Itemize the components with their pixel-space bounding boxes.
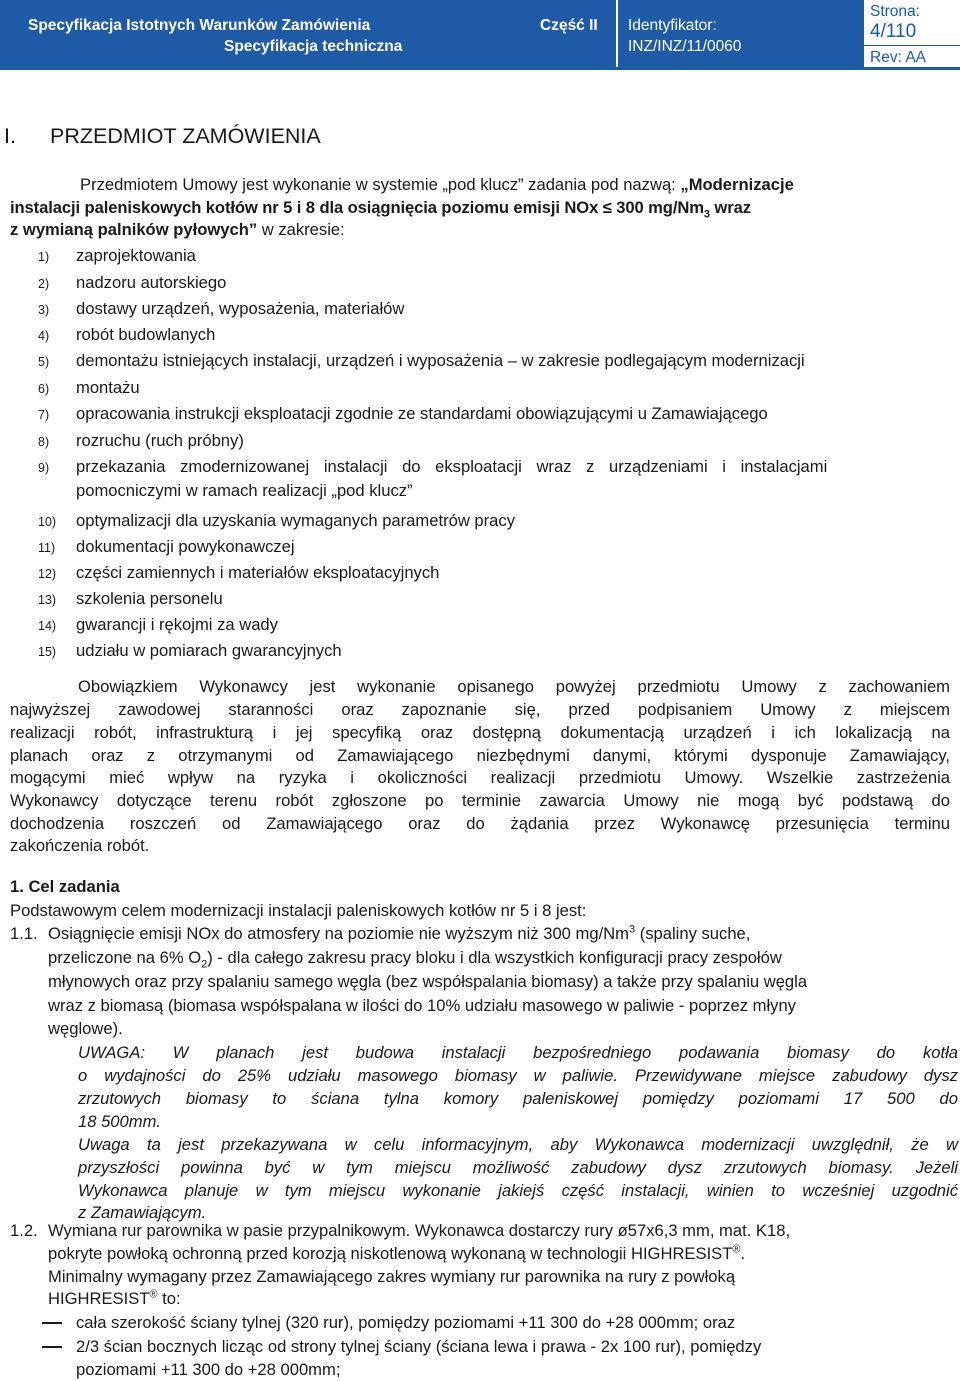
item-1-1-line-5: węglowe).	[48, 1019, 123, 1038]
bullet-continuation: poziomami +11 300 do +28 000mm;	[76, 1360, 341, 1379]
page-label: Strona:	[870, 3, 920, 20]
nm3-subscript: 3	[703, 208, 710, 221]
note-uwaga-line: UWAGA: W planach jest budowa instalacji bezpośredniego podawania biomasy do kotła	[78, 1043, 958, 1062]
obligation-line: Obowiązkiem Wykonawcy jest wykonanie opisanego powyżej przedmiotu Umowy z zachowaniem	[78, 677, 950, 696]
item-1-2-line-3: Minimalny wymagany przez Zamawiającego zakres wymiany rur parownika na rury z powłoką	[48, 1267, 736, 1286]
doc-part: Część II	[540, 17, 598, 34]
task-name-wraz: wraz	[709, 198, 751, 217]
scope-item	[38, 454, 958, 481]
section-number: I.	[4, 124, 16, 148]
scope-item-number: 6)	[38, 382, 50, 396]
scope-item-number: 14)	[38, 619, 57, 633]
scope-item-number: 3)	[38, 303, 50, 317]
revision: Rev: AA	[870, 49, 926, 66]
task-name-end: z wymianą palników pyłowych”	[10, 220, 258, 239]
scope-item-text: dokumentacji powykonawczej	[76, 537, 295, 556]
obligation-line: zakończenia robót.	[10, 836, 150, 855]
scope-item-text: robót budowlanych	[76, 325, 216, 344]
item-1-1-text-d: ) - dla całego zakresu pracy bloku i dla wszystkich konfiguracji pracy zespołów	[207, 948, 782, 967]
note-information-line: Uwaga ta jest przekazywana w celu informacyjnym, aby Wykonawca modernizacji uwzględnił, że w	[78, 1135, 958, 1154]
doc-subtitle: Specyfikacja techniczna	[224, 38, 403, 55]
goal-heading: 1. Cel zadania	[10, 877, 120, 896]
o2-subscript: 2	[201, 958, 208, 971]
item-1-1-line-4: wraz z biomasą (biomasa współspalana w ilości do 10% udziału masowego w paliwie - poprzez młyny	[48, 996, 796, 1015]
note-uwaga-line: o wydajności do 25% udziału masowego biomasy w paliwie. Przewidywane miejsce zabudowy dysz	[78, 1066, 958, 1085]
scope-item-text: optymalizacji dla uzyskania wymaganych parametrów pracy	[76, 511, 515, 530]
scope-item-text: zaprojektowania	[76, 246, 196, 265]
scope-item-text: montażu	[76, 378, 140, 397]
note-uwaga-line: zrzutowych biomasy to ściana tylna komory paleniskowej pomiędzy poziomami 17 500 do	[78, 1089, 958, 1108]
section-title: PRZEDMIOT ZAMÓWIENIA	[50, 124, 321, 148]
scope-item-number: 12)	[38, 567, 57, 581]
scope-item	[38, 586, 958, 613]
obligation-line: mogącymi mieć wpływ na ryzyka i okoliczności realizacji przedmiotu Umowy. Wszelkie zastrzeżenia	[10, 768, 950, 787]
scope-item-number: 15)	[38, 645, 57, 659]
obligation-line: Wykonawcy dotyczące terenu robót zgłoszone po terminie zawarcia Umowy nie mogą być podstawą do	[10, 791, 950, 810]
intro-text: Przedmiotem Umowy jest wykonanie w systemie „pod klucz” zadania pod nazwą:	[80, 175, 681, 194]
bullet-dash	[42, 1322, 62, 1324]
doc-title: Specyfikacja Istotnych Warunków Zamówienia	[28, 17, 371, 34]
header-divider	[616, 0, 618, 67]
intro-line-3	[10, 217, 345, 243]
scope-item	[38, 270, 958, 297]
scope-item	[38, 322, 958, 349]
item-1-2-text-b: .	[740, 1244, 746, 1263]
scope-item-number: 1)	[38, 250, 50, 264]
note-uwaga-line: 18 500mm.	[78, 1112, 162, 1131]
scope-item-text: demontażu istniejących instalacji, urządzeń i wyposażenia – w zakresie podlegającym modernizacji	[76, 351, 805, 370]
scope-item	[38, 348, 958, 375]
page-info-box	[862, 0, 960, 70]
identifier-label: Identyfikator:	[628, 17, 717, 34]
bullet-dash	[42, 1346, 62, 1348]
scope-item-text: dostawy urządzeń, wyposażenia, materiałów	[76, 299, 405, 318]
item-1-1-line-2	[48, 945, 782, 971]
scope-item-number: 11)	[38, 541, 56, 555]
scope-item-number: 10)	[38, 515, 57, 529]
scope-item	[38, 560, 958, 587]
identifier-value: INZ/INZ/11/0060	[628, 38, 742, 55]
scope-item-text: udziału w pomiarach gwarancyjnych	[76, 641, 342, 660]
item-1-1-line-1	[48, 921, 750, 947]
obligation-line: realizacji robót, infrastrukturą i jej specyfiką oraz dostępną dokumentacją urządzeń i ich lokalizacją na	[10, 723, 950, 742]
item-1-2-number: 1.2.	[10, 1221, 38, 1240]
scope-item-text: przekazania zmodernizowanej instalacji do eksploatacji wraz z urządzeniami i instalacjami	[76, 457, 828, 476]
scope-item-number: 13)	[38, 593, 57, 607]
scope-item-number: 4)	[38, 329, 50, 343]
nm3-superscript: 3	[628, 923, 636, 936]
item-1-1-text-c: przeliczone na 6% O	[48, 948, 202, 967]
task-name-mid: instalacji paleniskowych kotłów nr 5 i 8 dla osiągnięcia poziomu emisji NOx ≤ 300 mg/Nm	[10, 198, 704, 217]
registered-mark: ®	[732, 1243, 741, 1256]
bullet-text: 2/3 ścian bocznych licząc od strony tylnej ściany (ściana lewa i prawa - 2x 100 rur), pomiędzy	[76, 1337, 762, 1356]
scope-item	[38, 243, 958, 270]
scope-item	[38, 508, 958, 535]
obligation-line: najwyższej zawodowej staranności oraz zapoznanie się, przed podpisaniem Umowy z miejscem	[10, 700, 950, 719]
item-1-1-text-a: Osiągnięcie emisji NOx do atmosfery na poziomie nie wyższym niż 300 mg/Nm	[48, 924, 629, 943]
scope-item-number: 2)	[38, 277, 50, 291]
scope-item	[38, 534, 958, 561]
scope-item-number: 8)	[38, 435, 50, 449]
page-header	[0, 0, 960, 72]
item-1-2-text-c: HIGHRESIST	[48, 1289, 150, 1308]
item-1-1-line-3: młynowych oraz przy spalaniu samego węgla (bez współspalania biomasy) a także przy spalaniu węgla	[48, 972, 808, 991]
scope-item-text: opracowania instrukcji eksploatacji zgodnie ze standardami obowiązującymi u Zamawiającego	[76, 404, 768, 423]
scope-item-text: szkolenia personelu	[76, 589, 223, 608]
scope-item-text: gwarancji i rękojmi za wady	[76, 615, 278, 634]
item-1-2-text-d: to:	[157, 1289, 181, 1308]
page-box-separator	[864, 45, 960, 46]
intro-scope-lead: w zakresie:	[257, 220, 345, 239]
goal-lead: Podstawowym celem modernizacji instalacji paleniskowych kotłów nr 5 i 8 jest:	[10, 901, 587, 920]
item-1-2-text-a: pokryte powłoką ochronną przed korozją niskotlenową wykonaną w technologii HIGHRESIST	[48, 1244, 733, 1263]
note-information-line: Wykonawca planuje w tym miejscu wykonanie jakiejś część instalacji, winien to wcześniej uzgodnić	[78, 1181, 958, 1200]
bullet-text: cała szerokość ściany tylnej (320 rur), pomiędzy poziomami +11 300 do +28 000mm; oraz	[76, 1313, 736, 1332]
scope-item-number: 5)	[38, 355, 50, 369]
item-1-1-text-b: (spaliny suche,	[635, 924, 751, 943]
scope-item	[38, 428, 958, 455]
item-1-1-number: 1.1.	[10, 924, 38, 943]
item-1-2-line-4	[48, 1286, 181, 1312]
scope-item-continuation: pomocniczymi w ramach realizacji „pod klucz”	[76, 481, 413, 500]
note-information-line: przyszłości powinna być w tym miejscu możliwość zabudowy dysz zrzutowych biomasy. Jeżeli	[78, 1158, 958, 1177]
obligation-line: planach oraz z otrzymanymi od Zamawiającego niezbędnymi danymi, którymi dysponuje Zamawiający,	[10, 746, 950, 765]
scope-item-number: 9)	[38, 461, 50, 475]
scope-item-text: rozruchu (ruch próbny)	[76, 431, 244, 450]
scope-item-text: nadzoru autorskiego	[76, 273, 227, 292]
registered-mark: ®	[149, 1288, 158, 1301]
scope-item-number: 7)	[38, 408, 50, 422]
header-underline	[0, 67, 960, 70]
scope-item-text: części zamiennych i materiałów eksploatacyjnych	[76, 563, 440, 582]
scope-item	[38, 401, 958, 428]
obligation-line: dochodzenia roszczeń od Zamawiającego oraz do żądania przez Wykonawcę przesunięcia terminu	[10, 814, 950, 833]
page-number: 4/110	[870, 21, 917, 42]
note-information-line: z Zamawiającym.	[78, 1203, 207, 1222]
scope-item	[38, 296, 958, 323]
item-1-2-line-1: Wymiana rur parownika w pasie przypalnikowym. Wykonawca dostarczy rury ø57x6,3 mm, mat. K18,	[48, 1221, 791, 1240]
scope-item	[38, 375, 958, 402]
scope-item	[38, 638, 958, 665]
task-name-start: „Modernizacje	[680, 175, 794, 194]
scope-item	[38, 612, 958, 639]
